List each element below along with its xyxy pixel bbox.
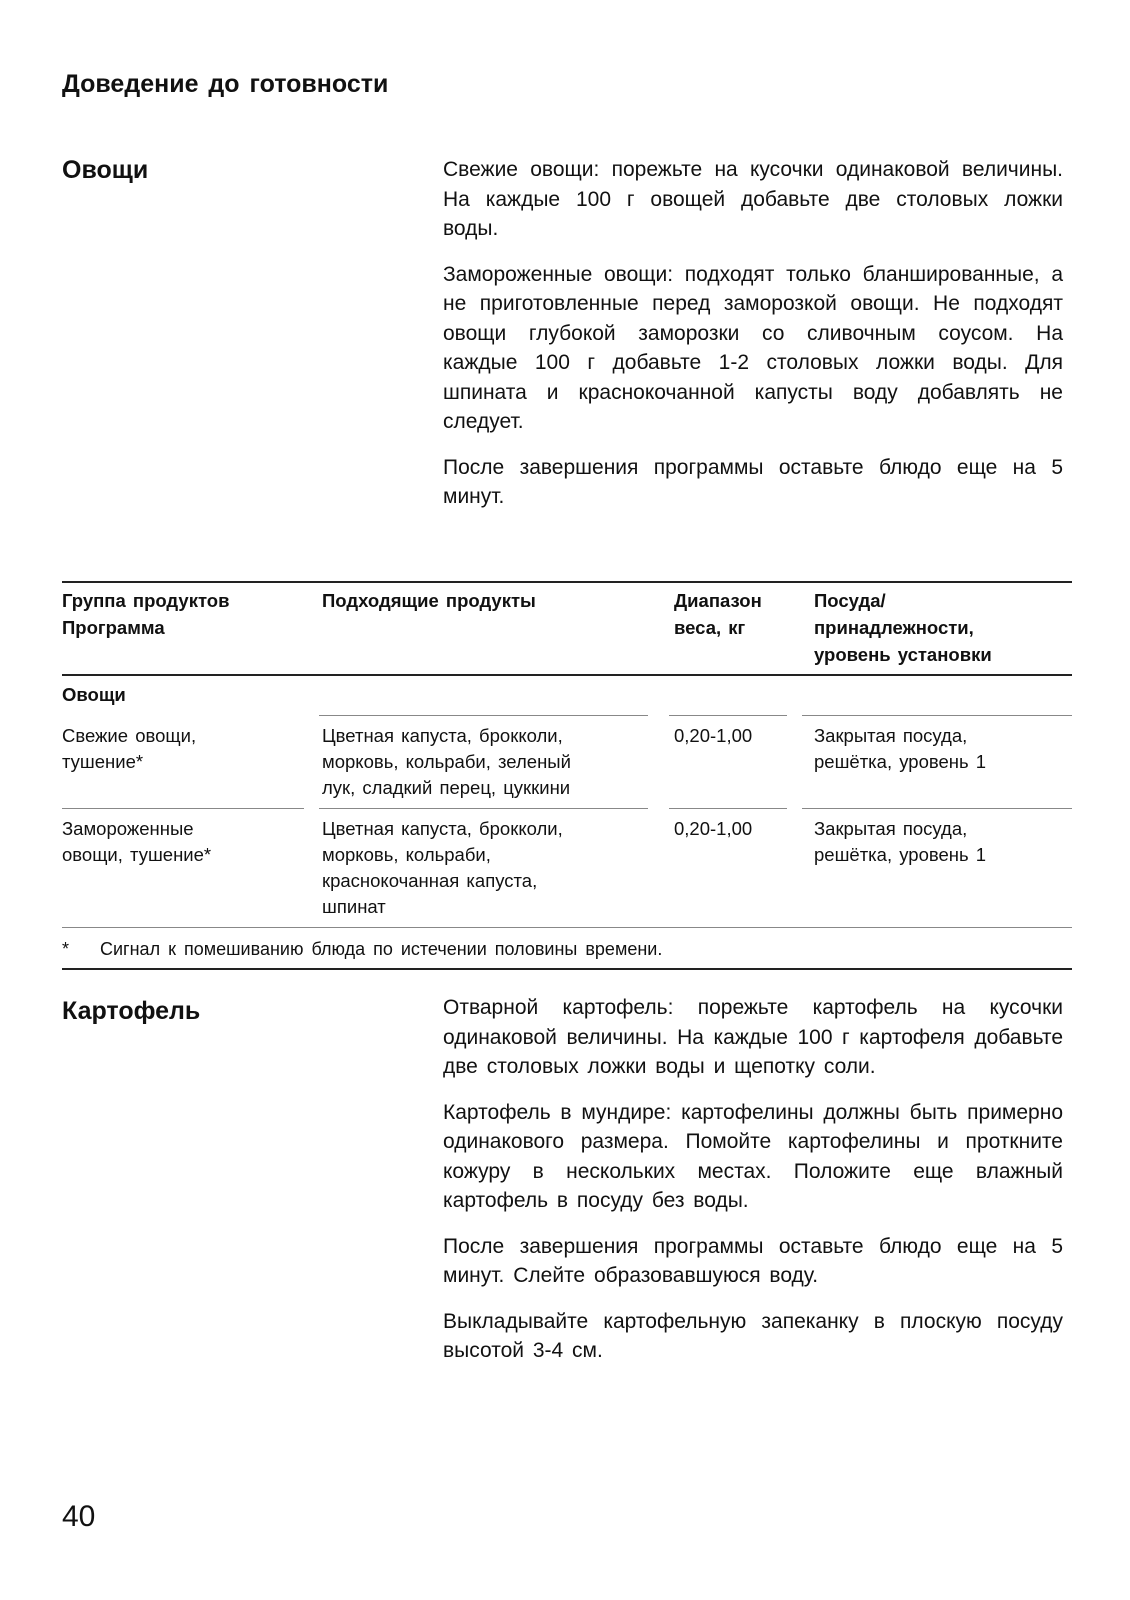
paragraph: Свежие овощи: порежьте на кусочки одинаковой величины. На каждые 100 г овощей добавьте две столовых ложки воды. — [443, 158, 1063, 240]
cell-program: Свежие овощи, тушение* — [62, 725, 197, 772]
cell-weight: 0,20-1,00 — [674, 818, 753, 839]
cell-program: Замороженные овощи, тушение* — [62, 818, 212, 865]
divider — [802, 715, 1072, 716]
divider — [802, 808, 1072, 809]
group-label: Овощи — [62, 684, 126, 705]
vegetables-text — [443, 155, 1063, 528]
page-heading: Доведение до готовности — [62, 70, 389, 98]
header-program: Группа продуктов Программа — [62, 590, 230, 638]
divider — [669, 715, 787, 716]
cell-dishes: Закрытая посуда, решётка, уровень 1 — [814, 818, 987, 865]
cell-products: Цветная капуста, брокколи, морковь, кольраби, зеленый лук, сладкий перец, цуккини — [322, 725, 571, 798]
cell-weight: 0,20-1,00 — [674, 725, 753, 746]
header-bottom-rule — [62, 674, 1072, 676]
paragraph: После завершения программы оставьте блюдо еще на 5 минут. Слейте образовавшуюся воду. — [443, 1234, 1063, 1287]
footnote-marker: * — [62, 939, 70, 959]
paragraph: Замороженные овощи: подходят только бланшированные, а не приготовленные перед заморозкой овощи. Не подходят овощи глубокой заморозки со сливочным соусом. На каждые 100 г добавьте 1-2 столовых ложки воды. Для шпината и краснокочанной капусты воду добавлять не следует. — [443, 262, 1063, 433]
potatoes-text — [443, 993, 1063, 1382]
cell-dishes: Закрытая посуда, решётка, уровень 1 — [814, 725, 987, 772]
header-dishes: Посуда/ принадлежности, уровень установки — [814, 590, 992, 665]
section-title-vegetables: Овощи — [62, 156, 149, 184]
divider — [62, 808, 304, 809]
header-weight: Диапазон веса, кг — [674, 590, 762, 638]
table-top-rule — [62, 581, 1072, 583]
divider — [319, 715, 648, 716]
header-products: Подходящие продукты — [322, 590, 536, 611]
section-title-potatoes: Картофель — [62, 997, 201, 1025]
table-end-rule — [62, 968, 1072, 970]
paragraph: После завершения программы оставьте блюдо еще на 5 минут. — [443, 455, 1063, 508]
footnote — [62, 936, 662, 962]
divider — [669, 808, 787, 809]
paragraph: Отварной картофель: порежьте картофель на кусочки одинаковой величины. На каждые 100 г картофеля добавьте две столовых ложки воды и щепотку соли. — [443, 996, 1063, 1078]
paragraph: Выкладывайте картофельную запеканку в плоскую посуду высотой 3-4 см. — [443, 1309, 1063, 1362]
paragraph: Картофель в мундире: картофелины должны быть примерно одинакового размера. Помойте картофелины и проткните кожуру в нескольких местах. Положите еще влажный картофель в посуду без воды. — [443, 1100, 1063, 1212]
footnote-text: Сигнал к помешиванию блюда по истечении половины времени. — [100, 939, 663, 959]
divider — [319, 808, 648, 809]
table-bottom-rule — [62, 927, 1072, 928]
cell-products: Цветная капуста, брокколи, морковь, кольраби, краснокочанная капуста, шпинат — [322, 818, 563, 917]
page-number: 40 — [62, 1500, 96, 1533]
